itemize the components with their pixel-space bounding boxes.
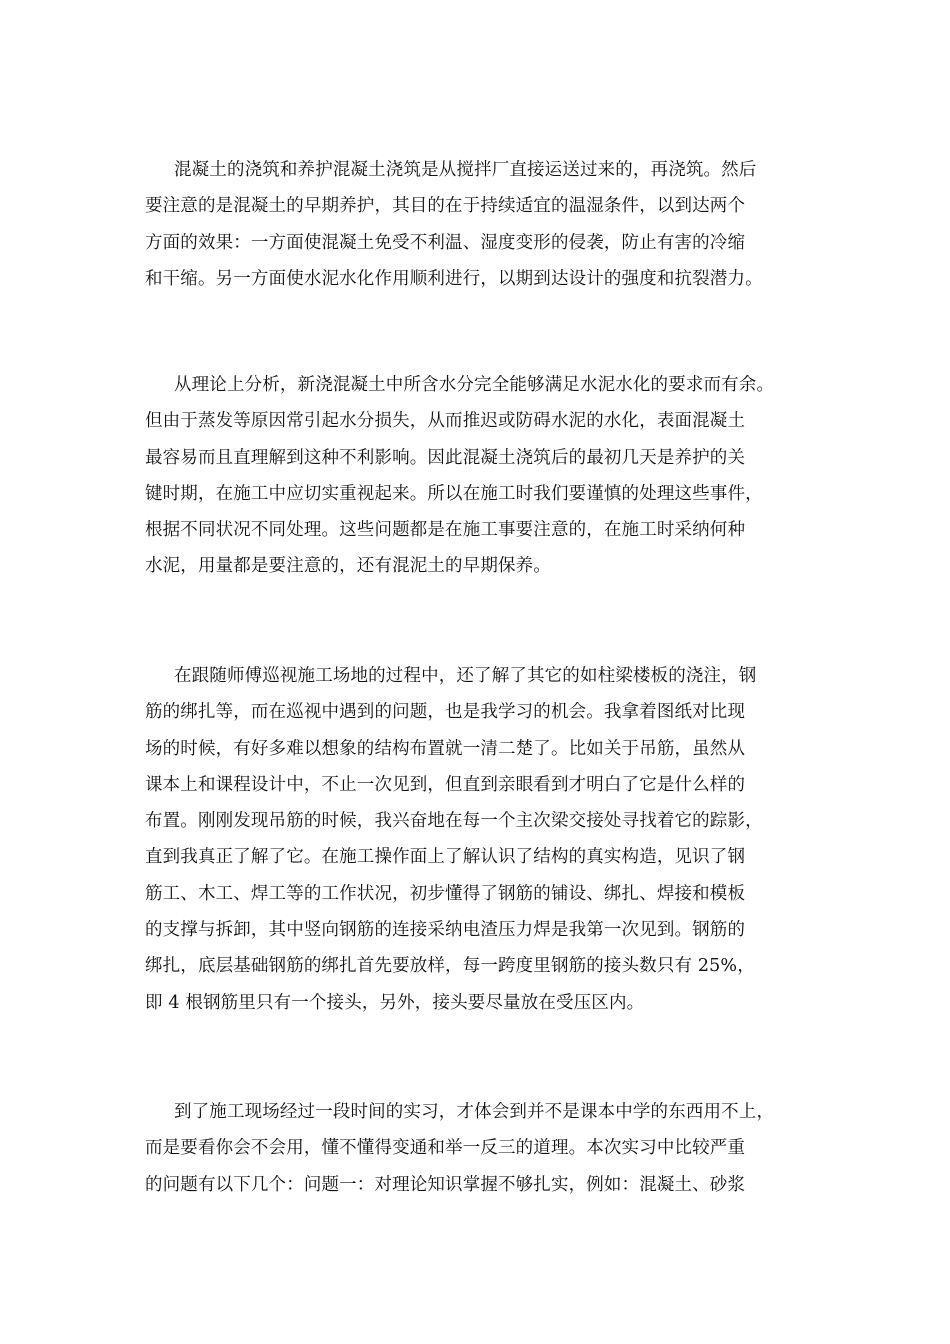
text-line: 方面的效果：一方面使混凝土免受不利温、湿度变形的侵袭，防止有害的冷缩 (145, 232, 746, 253)
paragraph-curing-theory (145, 367, 835, 585)
text-line: 绑扎，底层基础钢筋的绑扎首先要放样，每一跨度里钢筋的接头数只有 25%， (145, 956, 755, 977)
text-line: 的问题有以下几个：问题一：对理论知识掌握不够扎实，例如：混凝土、砂浆 (145, 1174, 746, 1195)
text-line: 筋工、木工、焊工等的工作状况，初步懂得了钢筋的铺设、绑扎、焊接和模板 (145, 883, 746, 904)
text-line: 要注意的是混凝土的早期养护，其目的在于持续适宜的温湿条件，以到达两个 (145, 196, 746, 217)
text-line: 筋的绑扎等，而在巡视中遇到的问题，也是我学习的机会。我拿着图纸对比现 (145, 702, 746, 723)
text-line: 到了施工现场经过一段时间的实习，才体会到并不是课本中学的东西用不上， (174, 1102, 775, 1122)
text-line: 根据不同状况不同处理。这些问题都是在施工事要注意的，在施工时采纳何种 (145, 520, 746, 541)
text-line: 键时期，在施工中应切实重视起来。所以在施工时我们要谨慎的处理这些事件， (145, 483, 763, 504)
text-line: 课本上和课程设计中，不止一次见到，但直到亲眼看到才明白了它是什么样的 (145, 774, 746, 795)
text-line: 但由于蒸发等原因常引起水分损失，从而推迟或防碍水泥的水化，表面混凝土 (145, 411, 746, 432)
text-line: 最容易而且直理解到这种不利影响。因此混凝土浇筑后的最初几天是养护的关 (145, 447, 746, 468)
text-line: 在跟随师傅巡视施工场地的过程中，还了解了其它的如柱梁楼板的浇注，钢 (174, 666, 757, 686)
text-line: 直到我真正了解了它。在施工操作面上了解认识了结构的真实构造，见识了钢 (145, 847, 746, 868)
paragraph-concrete-pouring (145, 152, 835, 297)
text-line: 和干缩。另一方面使水泥水化作用顺利进行，以期到达设计的强度和抗裂潜力。 (145, 268, 763, 289)
paragraph-internship-reflection (145, 1094, 835, 1203)
text-line: 混凝土的浇筑和养护混凝土浇筑是从搅拌厂直接运送过来的，再浇筑。然后 (174, 160, 757, 180)
text-line: 水泥，用量都是要注意的，还有混泥土的早期保养。 (145, 556, 551, 577)
text-line: 的支撑与拆卸，其中竖向钢筋的连接采纳电渣压力焊是我第一次见到。钢筋的 (145, 920, 746, 941)
text-line: 场的时候，有好多难以想象的结构布置就一清二楚了。比如关于吊筋，虽然从 (145, 738, 746, 759)
text-line: 从理论上分析，新浇混凝土中所含水分完全能够满足水泥水化的要求而有余。 (174, 375, 775, 395)
paragraph-site-inspection (145, 658, 835, 1021)
text-line: 即 4 根钢筋里只有一个接头，另外，接头要尽量放在受压区内。 (145, 992, 645, 1013)
text-line: 而是要看你会不会用，懂不懂得变通和举一反三的道理。本次实习中比较严重 (145, 1138, 746, 1159)
text-line: 布置。刚刚发现吊筋的时候，我兴奋地在每一个主次梁交接处寻找着它的踪影， (145, 811, 763, 832)
